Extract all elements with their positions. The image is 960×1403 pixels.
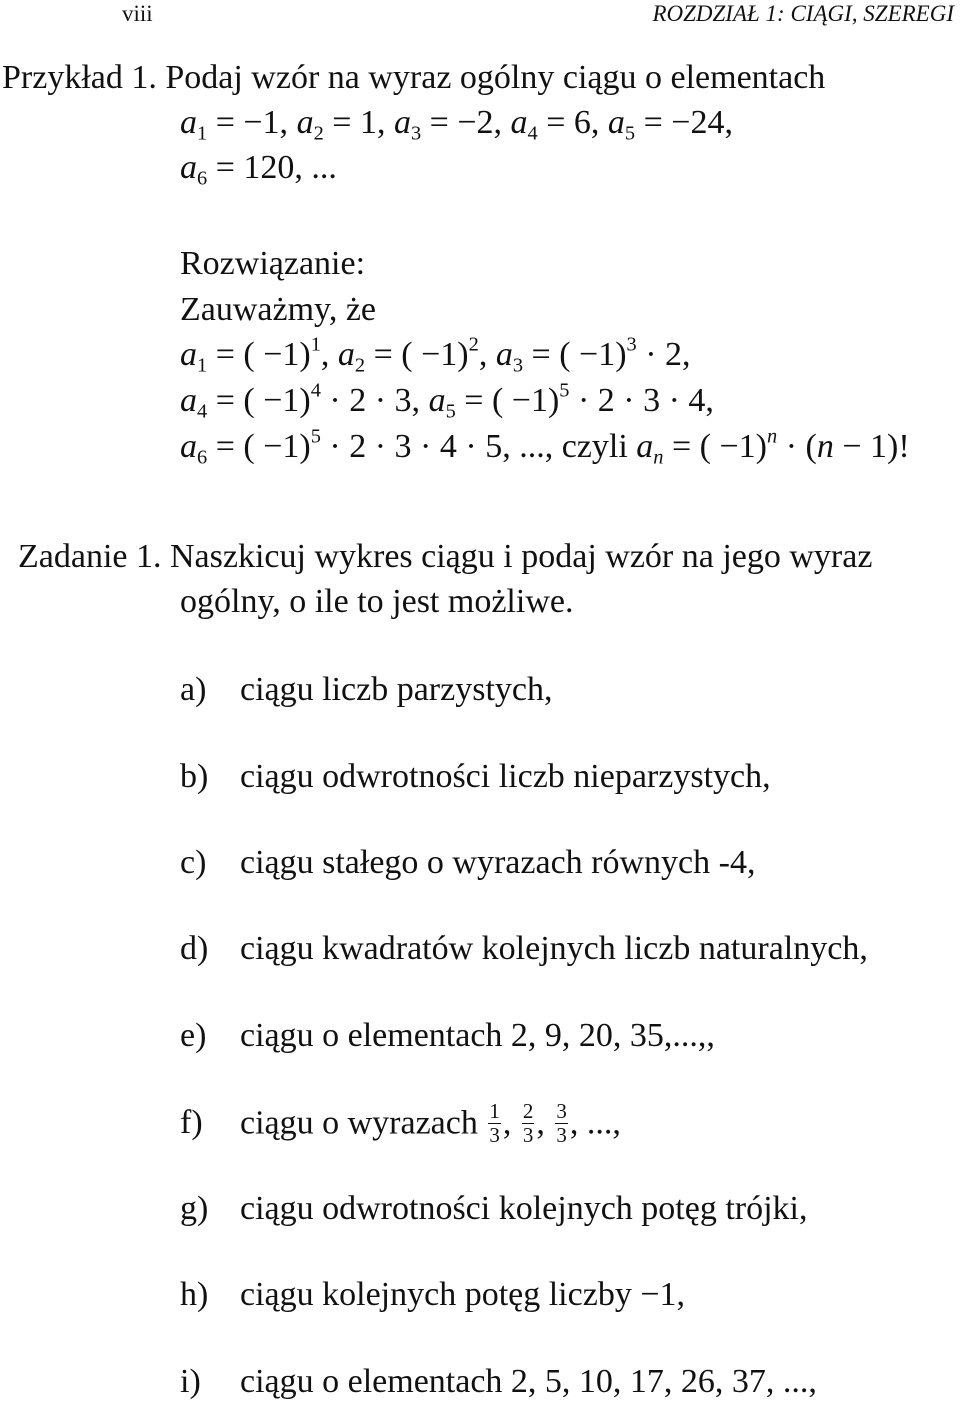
list-item xyxy=(180,1016,715,1056)
item-text: ciągu kwadratów kolejnych liczb naturalnych, xyxy=(240,930,868,967)
chapter-title: ROZDZIAŁ 1: CIĄGI, SZEREGI xyxy=(652,1,954,26)
fraction-denominator: 3 xyxy=(522,1123,534,1147)
conclusion-word: czyli xyxy=(561,428,628,465)
item-text: ciągu liczb parzystych, xyxy=(240,671,553,708)
term-1: = −1, xyxy=(215,104,289,141)
exercise-line-1 xyxy=(18,537,872,577)
item-label: e) xyxy=(180,1017,207,1054)
solution-intro: Zauważmy, że xyxy=(180,291,377,328)
solution-formula-2: $a_4$ = ( −1)$^4$ · 2 · 3, $a_5$ = ( −1)$^5$ · 2 · 3 · 4, xyxy=(180,379,714,423)
list-item xyxy=(180,1362,817,1402)
term-5: = −24, xyxy=(643,104,733,141)
fraction-numerator: 2 xyxy=(522,1099,534,1123)
fraction-denominator: 3 xyxy=(489,1123,500,1147)
fraction xyxy=(488,1100,501,1147)
item-label: i) xyxy=(180,1363,201,1400)
item-text: ciągu o elementach 2, 9, 20, 35,...,, xyxy=(240,1017,715,1054)
term-6: = 120, ... xyxy=(215,149,337,186)
item-text: ciągu kolejnych potęg liczby −1, xyxy=(240,1276,685,1313)
exercise-label: Zadanie 1. xyxy=(18,538,162,575)
list-item xyxy=(180,1275,685,1315)
list-item xyxy=(180,843,755,883)
fraction xyxy=(555,1100,568,1147)
item-label: a) xyxy=(180,671,207,708)
fraction-denominator: 3 xyxy=(556,1123,567,1147)
page-number: viii xyxy=(122,1,153,26)
list-item xyxy=(180,1189,808,1229)
item-text: ciągu odwrotności kolejnych potęg trójki, xyxy=(240,1190,808,1227)
example-line-1 xyxy=(2,58,825,98)
item-label: f) xyxy=(180,1104,203,1142)
item-label: c) xyxy=(180,844,207,881)
item-label: d) xyxy=(180,930,209,967)
list-item xyxy=(180,929,868,969)
example-label: Przykład 1. xyxy=(2,59,157,96)
fraction xyxy=(522,1100,535,1147)
exercise-instruction: Naszkicuj wykres ciągu i podaj wzór na jego wyraz xyxy=(170,538,873,575)
solution-formula-3: $a_6$ = ( −1)$^5$ · 2 · 3 · 4 · 5, ..., czyli $a_n$ = ( −1)$^n$ · (n − 1)! xyxy=(180,425,910,469)
item-label: h) xyxy=(180,1276,209,1313)
item-text: ciągu stałego o wyrazach równych -4, xyxy=(240,844,756,881)
fraction-numerator: 3 xyxy=(556,1099,567,1123)
list-item xyxy=(180,670,552,710)
fraction-numerator: 1 xyxy=(489,1099,500,1123)
example-prompt: Podaj wzór na wyraz ogólny ciągu o elementach xyxy=(165,59,826,96)
exercise-line-2: ogólny, o ile to jest możliwe. xyxy=(180,583,574,620)
list-item: f) ciągu o wyrazach $\frac{1}{3}$ , $\frac{2}{3}$ , $\frac{3}{3}$ , ..., xyxy=(180,1099,621,1147)
item-label: g) xyxy=(180,1190,209,1227)
item-text: ciągu o elementach 2, 5, 10, 17, 26, 37, ..., xyxy=(240,1363,817,1400)
term-4: = 6, xyxy=(546,104,600,141)
solution-formula-1: $a_1$ = ( −1)$^1$, $a_2$ = ( −1)$^2$, $a_3$ = ( −1)$^3$ · 2, xyxy=(180,333,691,377)
term-3: = −2, xyxy=(429,104,503,141)
term-2: = 1, xyxy=(332,104,386,141)
example-terms-line: $a_1 = -1$, $a_2 = 1$, $a_3 = -2$, $a_4 = 6$, $a_5 = -24$, xyxy=(180,104,733,145)
solution-label: Rozwiązanie: xyxy=(180,245,366,282)
item-text: ciągu odwrotności liczb nieparzystych, xyxy=(240,758,771,795)
item-tail: ..., xyxy=(586,1104,621,1142)
item-text: ciągu o wyrazach xyxy=(240,1104,478,1142)
example-terms-line-2: $a_6 = 120$, ... xyxy=(180,149,337,190)
item-label: b) xyxy=(180,758,209,795)
list-item xyxy=(180,757,771,797)
